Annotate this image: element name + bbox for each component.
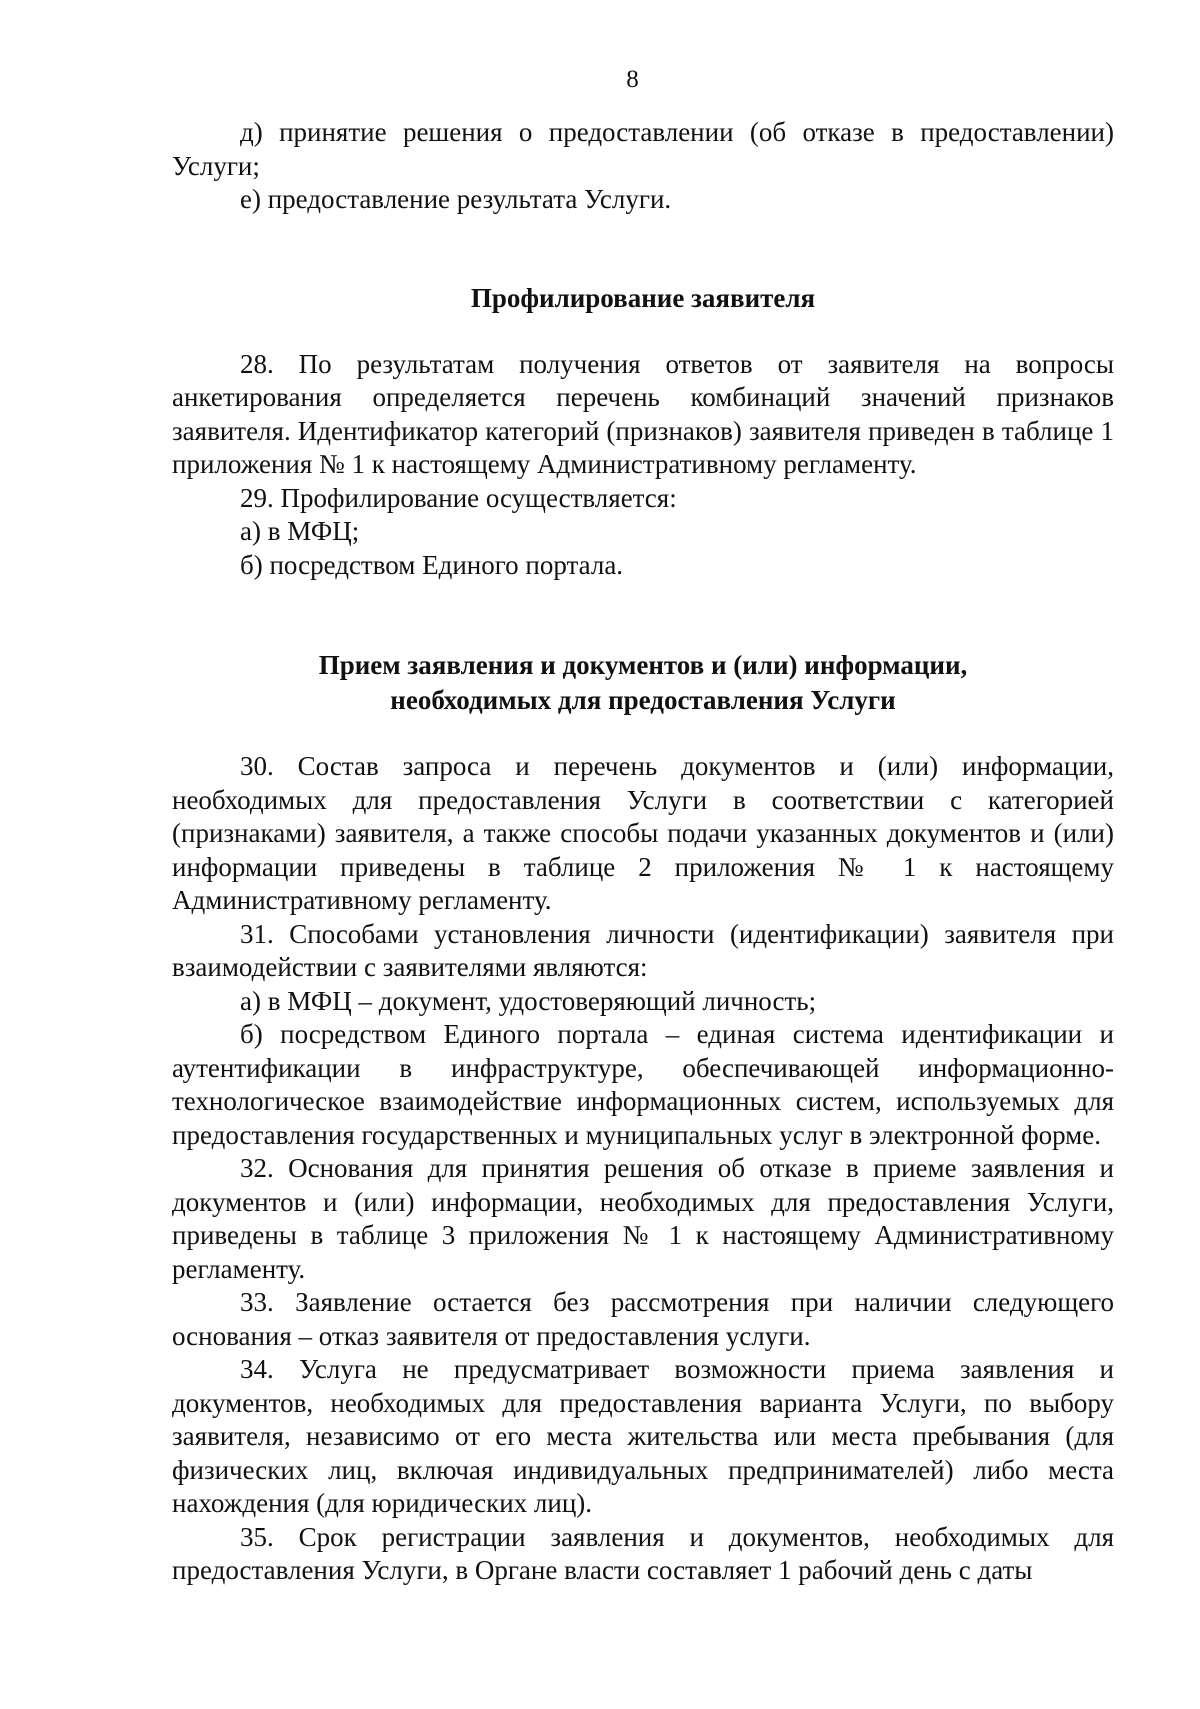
document-body <box>172 116 1114 1588</box>
section-profiling-body <box>172 348 1114 583</box>
paragraph-29: 29. Профилирование осуществляется: <box>240 482 677 513</box>
section-heading-profiling: Профилирование заявителя <box>470 282 816 313</box>
list-item-d: д) принятие решения о предоставлении (об отказе в предоставлении) Услуги; <box>172 117 1114 181</box>
section-application-body <box>172 750 1114 1588</box>
list-item-a-mfc-identity: а) в МФЦ – документ, удостоверяющий личность; <box>240 985 817 1016</box>
list-item-b-portal: б) посредством Единого портала. <box>240 549 624 580</box>
paragraph-30: 30. Состав запроса и перечень документов и (или) информации, необходимых для предоставления Услуги в соответствии с категорией (признаками) заявителя, а также способы подачи указанных документов и (или) информации приведены в таблице 2 приложения № 1 к настоящему Административному регламенту. <box>172 751 1114 915</box>
list-item-e: е) предоставление результата Услуги. <box>240 184 672 214</box>
page-number: 8 <box>626 66 639 93</box>
list-item-a-mfc: а) в МФЦ; <box>240 516 360 546</box>
list-item-b-portal-esia: б) посредством Единого портала – единая система идентификации и аутентификации в инфраструктуре, обеспечивающей информационно-технологическое взаимодействие информационных систем, используемых для предоставления государственных и муниципальных услуг в электронной форме. <box>172 1019 1114 1150</box>
paragraph-28: 28. По результатам получения ответов от заявителя на вопросы анкетирования определяется перечень комбинаций значений признаков заявителя. Идентификатор категорий (признаков) заявителя приведен в таблице 1 приложения № 1 к настоящему Административному регламенту. <box>172 348 1114 479</box>
section-heading-application <box>172 648 1114 718</box>
paragraph-32: 32. Основания для принятия решения об отказе в приеме заявления и документов и (или) информации, необходимых для предоставления Услуги, приведены в таблице 3 приложения № 1 к настоящему Административному регламенту. <box>172 1153 1114 1284</box>
paragraph-33: 33. Заявление остается без рассмотрения при наличии следующего основания – отказ заявителя от предоставления услуги. <box>172 1287 1114 1351</box>
paragraph-35: 35. Срок регистрации заявления и документов, необходимых для предоставления Услуги, в Органе власти составляет 1 рабочий день с даты <box>172 1521 1114 1585</box>
paragraph-34: 34. Услуга не предусматривает возможности приема заявления и документов, необходимых для предоставления варианта Услуги, по выбору заявителя, независимо от его места жительства или места пребывания (для физических лиц, включая индивидуальных предпринимателей) либо места нахождения (для юридических лиц). <box>172 1354 1114 1518</box>
section-heading-line-1: Прием заявления и документов и (или) информации, <box>318 650 968 680</box>
section-heading-line-2: необходимых для предоставления Услуги <box>390 685 896 715</box>
paragraph-31: 31. Способами установления личности (идентификации) заявителя при взаимодействии с заявителями являются: <box>172 918 1114 982</box>
